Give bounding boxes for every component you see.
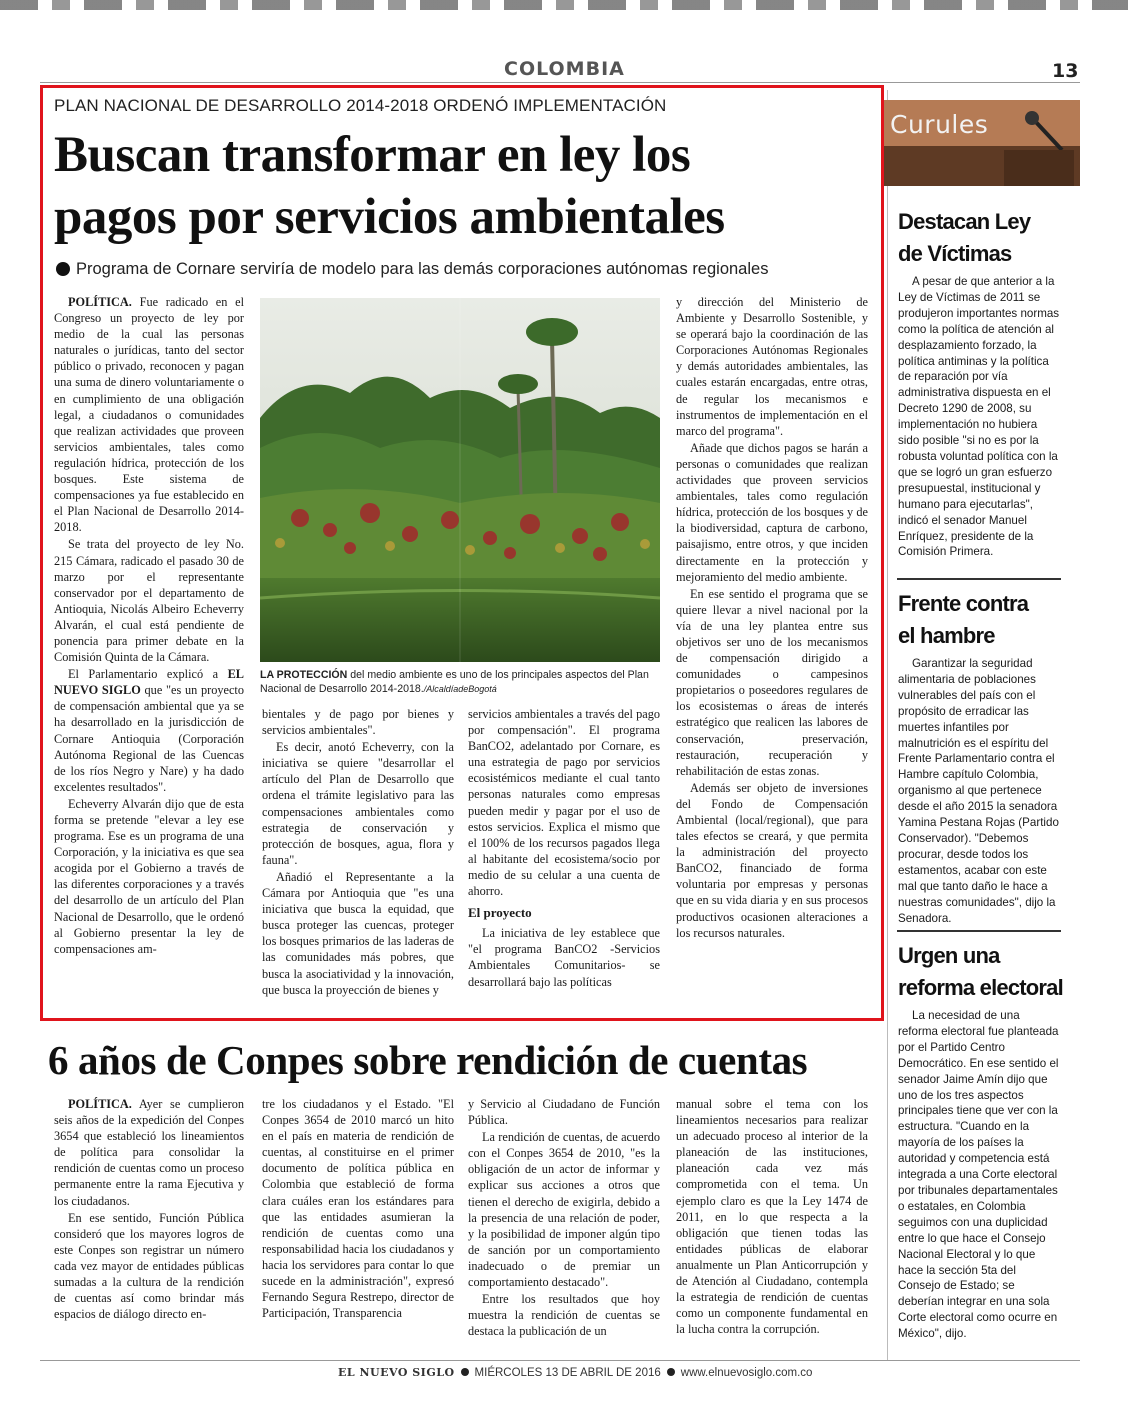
sidebar-item-1-text — [898, 274, 1060, 560]
second-column-4 — [676, 1096, 868, 1337]
separator-dot-icon — [667, 1368, 675, 1376]
paragraph: Entre los resultados que hoy muestra la rendición de cuentas se destaca la publicación de un — [468, 1292, 660, 1339]
paragraph-text: Ayer se cumplieron seis años de la expedición del Conpes 3654 que estableció los lineamientos de política para consolidar la rendición de cuentas como un proceso permanente entre la rama Ejecutiva y los ciudadanos. — [54, 1097, 244, 1208]
paragraph: servicios ambientales a través del pago por compensación". El programa BanCO2, adelantado por Cornare, es una estrategia de pago por servicios ecosistémicos mediante el cual tanto personas naturales como empresas pueden medir y pagar por el uso de estos servicios. Explica el mismo que el 100% de los recursos pagados llega al habitante del ecosistema/socio por medio de su celular a una cuenta de ahorro. — [468, 707, 660, 899]
paragraph-text: El Parlamentario explicó a — [68, 667, 228, 682]
top-rule — [40, 82, 1080, 83]
paragraph: Añadió el Representante a la Cámara por Antioquia que "es una iniciativa que busca la equidad, que busca proteger las cuencas, proteger los bosques primarios de las laderas de las comunidades más pobres, que busca la asociatividad y la innovación, que busca la proyección de bienes y — [262, 869, 454, 997]
photo-credit: /AlcaldíadeBogotá — [423, 684, 497, 694]
footer-url: www.elnuevosiglo.com.co — [680, 1367, 813, 1379]
paragraph — [54, 666, 244, 795]
sidebar-banner — [884, 100, 1080, 186]
paragraph: manual sobre el tema con los lineamientos necesarios para realizar un adecuado proceso al interior de la planeación de las instituciones, planeación cada vez más comprometida con el tema. Un ejemplo claro es que la Ley 1474 de 2011, en lo que respecta a la obligación que tienen todas las entidades públicas de elaborar anualmente un Plan Anticorrupción y de Atención al Ciudadano, contempla la estrategia de rendición de cuentas como un componente fundamental en la lucha contra la corrupción. — [676, 1097, 868, 1337]
paragraph: Añade que dichos pagos se harán a personas o comunidades que realizan actividades que proveen servicios ambientales, tales como regulación hídrica, protección de los bosques y de la biodiversidad, captura de carbono, paisajismo, entre otros, y que inciden directamente en la protección y mejoramiento del medio ambiente. — [676, 440, 868, 584]
article-column-2 — [262, 706, 454, 998]
top-crop-strip — [0, 0, 1128, 10]
sidebar-item-3-text — [898, 1008, 1060, 1342]
paragraph: tre los ciudadanos y el Estado. "El Conpes 3654 de 2010 marcó un hito en el país en materia de rendición de cuentas, al constituirse en el primer documento de política pública en Colombia que estableció de forma clara cuáles eran los estándares para que las entidades asumieran la rendición de cuentas como una responsabilidad hacia los ciudadanos y hacia los servidores para contar lo que sucede en la administración", expresó Fernando Segura Restrepo, director de Participación, Transparencia — [262, 1097, 454, 1321]
article-column-4 — [676, 294, 868, 941]
paragraph: bientales y de pago por bienes y servicios ambientales". — [262, 707, 454, 738]
sidebar-heading-line: Frente contra — [898, 591, 1029, 616]
brand-mention: EL NUEVO SIGLO — [54, 667, 244, 698]
deck-text: Programa de Cornare serviría de modelo para las demás corporaciones autónomas regionales — [76, 260, 769, 278]
article-photo — [260, 298, 660, 662]
sidebar-heading-line: de Víctimas — [898, 241, 1012, 266]
article-kicker: PLAN NACIONAL DE DESARROLLO 2014-2018 ORDENÓ IMPLEMENTACIÓN — [54, 96, 667, 115]
caption-lead: LA PROTECCIÓN — [260, 669, 348, 681]
paragraph: Además ser objeto de inversiones del Fondo de Compensación Ambiental (local/regional), que para tales efectos se creará, y que permita la administración del proyecto BanCO2, financiado de forma voluntaria por empresas y personas que en su vida diaria y en sus procesos productivos ocasionen alteraciones a los recursos naturales. — [676, 780, 868, 940]
sidebar-rule — [897, 578, 1061, 580]
second-column-2 — [262, 1096, 454, 1321]
second-headline: 6 años de Conpes sobre rendición de cuentas — [48, 1037, 808, 1083]
paragraph: Garantizar la seguridad alimentaria de poblaciones vulnerables del país con el propósito de erradicar las muertes infantiles por malnutrición es el espíritu del Frente Parlamentario contra el Hambre capítulo Colombia, organismo al que pertenece desde el año 2015 la senadora Yamina Pestana Rojas (Partido Conservador). "Debemos procurar, desde todos los estamentos, acabar con este mal que tanto daño le hace a nuestras comunidades", dijo la Senadora. — [898, 657, 1059, 925]
headline-line-2: pagos por servicios ambientales — [54, 189, 725, 245]
sidebar-banner-title: Curules — [890, 110, 989, 139]
second-column-3 — [468, 1096, 660, 1339]
garden-photo-illustration — [260, 298, 660, 662]
paragraph — [54, 1096, 244, 1209]
bullet-icon — [56, 262, 70, 276]
article-deck — [56, 260, 876, 279]
sidebar-heading-line: reforma electoral — [898, 975, 1063, 1000]
paragraph: En ese sentido el programa que se quiere llevar a nivel nacional por la vía de una ley plantea entre sus objetivos ser uno de los mecanismos de compensación dirigido a comunidades o campesinos propietarios o poseedores regulares de los ecosistemas o áreas de interés estratégico que realicen las labores de conservación, preservación, restauración, recuperación y rehabilitación de estas zonas. — [676, 586, 868, 778]
sidebar-heading-2 — [898, 588, 1028, 652]
sidebar-heading-1 — [898, 206, 1030, 270]
bottom-rule — [40, 1360, 1080, 1361]
article-headline — [54, 124, 874, 248]
section-title: COLOMBIA — [504, 58, 625, 80]
second-column-1 — [54, 1096, 244, 1322]
paragraph: Echeverry Alvarán dijo que de esta forma se pretende "elevar a ley ese programa. Ese es un programa de una Corporación, y la iniciativa es que sea acogida por el Gobierno a través de las diferentes corporaciones y a través del desarrollo de un artículo del Plan Nacional de Desarrollo, que le ordenó al Gobierno presentar la ley de compensaciones am- — [54, 796, 244, 956]
sidebar-heading-line: Destacan Ley — [898, 209, 1031, 234]
paragraph: Se trata del proyecto de ley No. 215 Cámara, radicado el pasado 30 de marzo por el representante conservador por el departamento de Antioquia, Nicolás Albeiro Echeverry Alvarán, el cual está pendiente de ponencia para primer debate en la Comisión Quinta de la Cámara. — [54, 537, 244, 665]
caption-text: del medio ambiente es uno de los principales aspectos del Plan Nacional de Desarrollo 2014-2018. — [260, 669, 649, 695]
paragraph: Es decir, anotó Echeverry, con la iniciativa se quiere "desarrollar el artículo del Plan de Desarrollo que ordena el trámite legislativo para las compensaciones ambientales como estrategia de conservación y protección de bosques, agua, flora y fauna". — [262, 740, 454, 867]
footer-date: MIÉRCOLES 13 DE ABRIL DE 2016 — [474, 1367, 661, 1379]
paragraph-text: que "es un proyecto de compensación ambiental que ya se ha desarrollado en la jurisdicción de Cornare Antioquia (Corporación Autónoma Regional de las Cuencas de los ríos Negro y Nare) y ha dado excelentes resultados". — [54, 683, 244, 794]
sidebar-heading-line: el hambre — [898, 623, 995, 648]
sidebar-divider — [887, 90, 888, 1360]
paragraph: y Servicio al Ciudadano de Función Pública. — [468, 1097, 660, 1128]
paragraph — [54, 294, 244, 535]
sidebar-item-2-text — [898, 656, 1060, 926]
photo-caption — [260, 668, 660, 696]
page-number: 13 — [1052, 60, 1079, 82]
dateline: POLÍTICA. — [68, 295, 132, 309]
paragraph: La rendición de cuentas, de acuerdo con el Conpes 3654 de 2010, "es la obligación de un actor de informar y explicar sus acciones a otros que tienen el derecho de exigirla, debido a la presencia de una relación de poder, y la posibilidad de imponer algún tipo de sanción por un comportamiento inadecuado o de premiar un comportamiento destacado". — [468, 1130, 660, 1290]
paragraph: La iniciativa de ley establece que "el programa BanCO2 -Servicios Ambientales Comunitarios- se desarrollará bajo las políticas — [468, 926, 660, 989]
article-column-3 — [468, 706, 660, 990]
sidebar-heading-3 — [898, 940, 1063, 1004]
sidebar-rule — [897, 930, 1061, 932]
paragraph: En ese sentido, Función Pública consideró que los mayores logros de este Conpes son registrar un número cada vez mayor de entidades públicas sumadas a la cultura de la rendición de cuentas así como brindar más espacios de diálogo directo en- — [54, 1210, 244, 1322]
footer-brand: EL NUEVO SIGLO — [338, 1366, 455, 1379]
paragraph: A pesar de que anterior a la Ley de Víctimas de 2011 se produjeron importantes normas como la política de atención al desplazamiento forzado, la política antiminas y la política de reparación por vía administrativa dispuesta en el Decreto 1290 de 2008, su implementación no hubiera sido posible "si no es por la robusta voluntad política con la que se logró un gran esfuerzo presupuestal, institucional y humano para ejecutarlas", indicó el senador Manuel Enríquez, presidente de la Comisión Primera. — [898, 275, 1060, 559]
headline-line-1: Buscan transformar en ley los — [54, 127, 691, 183]
paragraph: La necesidad de una reforma electoral fue planteada por el Partido Centro Democrático. En ese sentido el senador Jaime Amín dijo que uno de los tres aspectos principales tiene que ver con la estructura. "Cuando en la mayoría de los países la autoridad y competencia está integrada a una Corte electoral por tribunales departamentales o estatales, en Colombia seguimos con una duplicidad entre lo que hace el Consejo Nacional Electoral y lo que hace la sección 5ta del Consejo de Estado; se deberían integrar en una sola Corte electoral como ocurre en México", dijo. — [898, 1009, 1059, 1341]
article-column-1 — [54, 294, 244, 957]
page-footer — [338, 1366, 812, 1379]
separator-dot-icon — [461, 1368, 469, 1376]
paragraph-text: Fue radicado en el Congreso un proyecto de ley por medio de la cual las personas naturales o jurídicas, tanto del sector público o privado, reconocen y pagan una suma de dinero voluntariamente o en cumplimiento de una obligación legal, a ciudadanos o comunidades que realizan actividades que proveen servicios ambientales, tales como regulación hídrica, protección de los bosques. Este sistema de compensaciones ya fue establecido en el Plan Nacional de Desarrollo 2014-2018. — [54, 295, 244, 535]
sidebar-heading-line: Urgen una — [898, 943, 1000, 968]
dateline: POLÍTICA. — [68, 1097, 132, 1111]
subheading: El proyecto — [468, 905, 532, 921]
paragraph: y dirección del Ministerio de Ambiente y Desarrollo Sostenible, y se operará bajo la coordinación de las Corporaciones Autónomas Regionales y demás autoridades ambientales, las cuales estarán encargadas, entre otras, de regular los mecanismos e instrumentos de implementación en el marco del programa". — [676, 295, 868, 438]
